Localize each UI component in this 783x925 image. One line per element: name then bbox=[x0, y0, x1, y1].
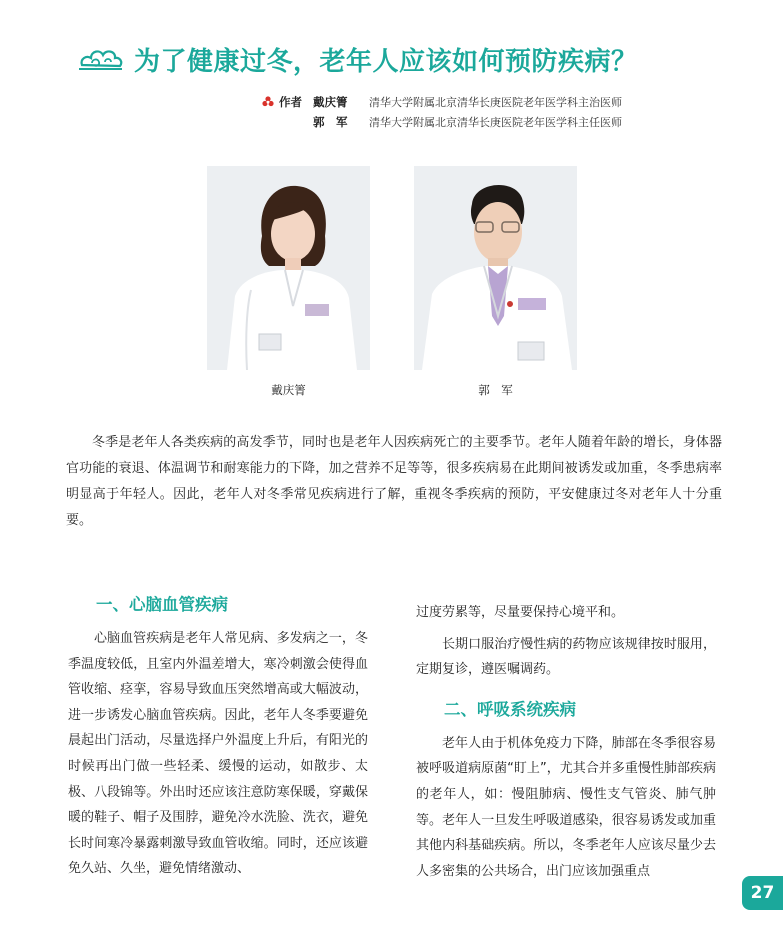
author-prefix: 作者 bbox=[279, 95, 302, 109]
author-row bbox=[262, 112, 682, 132]
author-name: 戴庆箐 bbox=[313, 95, 348, 109]
article-title: 为了健康过冬，老年人应该如何预防疾病？ bbox=[134, 46, 638, 77]
body-paragraph: 心脑血管疾病是老年人常见病、多发病之一，冬季温度较低，且室内外温差增大，寒冷刺激会使得血管收缩、痉挛，容易导致血压突然增高或大幅波动，进一步诱发心脑血管疾病。因此，老年人冬季要避免晨起出门活动，尽量选择户外温度上升后，有阳光的时候再出门做一些轻柔、缓慢的运动，如散步、太极、八段锦等。外出时还应该注意防寒保暖，穿戴保暖的鞋子、帽子及围脖，避免冷水洗脸、洗衣，避免长时间寒冷暴露刺激导致血管收缩。同时，还应该避免久站、久坐，避免情绪激动、 bbox=[68, 631, 368, 877]
author-affiliation: 清华大学附属北京清华长庚医院老年医学科主治医师 bbox=[369, 96, 622, 109]
left-column bbox=[68, 590, 368, 882]
photo-caption: 郭 军 bbox=[478, 383, 513, 397]
author-photo-male-doctor bbox=[414, 166, 577, 370]
auspicious-cloud-icon bbox=[78, 45, 124, 73]
article-title-bar bbox=[78, 36, 718, 82]
section-heading: 二、呼吸系统疾病 bbox=[444, 699, 576, 719]
body-paragraph: 老年人由于机体免疫力下降，肺部在冬季很容易被呼吸道病原菌“盯上”，尤其合并多重慢性肺部疾病的老年人，如：慢阻肺病、慢性支气管炎、肺气肿等。老年人一旦发生呼吸道感染，很容易诱发或加重其他内科基础疾病。所以，冬季老年人应该尽量少去人多密集的公共场合，出门应该加强重点 bbox=[416, 735, 716, 879]
flower-bullet-icon bbox=[262, 96, 274, 108]
author-row bbox=[262, 92, 682, 112]
right-column bbox=[416, 600, 716, 884]
author-photo-female-doctor bbox=[207, 166, 370, 370]
page-number: 27 bbox=[742, 876, 783, 910]
photo-caption: 戴庆箐 bbox=[271, 383, 306, 397]
author-affiliation: 清华大学附属北京清华长庚医院老年医学科主任医师 bbox=[369, 116, 622, 129]
author-name: 郭 军 bbox=[313, 115, 348, 129]
section-heading: 一、心脑血管疾病 bbox=[96, 595, 228, 614]
intro-paragraph: 冬季是老年人各类疾病的高发季节，同时也是老年人因疾病死亡的主要季节。老年人随着年龄的增长，身体器官功能的衰退、体温调节和耐寒能力的下降，加之营养不足等等，很多疾病易在此期间被诱发或加重，冬季患病率明显高于年轻人。因此，老年人对冬季常见疾病进行了解，重视冬季疾病的预防，平安健康过冬对老年人十分重要。 bbox=[66, 435, 722, 528]
author-block bbox=[262, 92, 682, 132]
body-paragraph: 长期口服治疗慢性病的药物应该规律按时服用，定期复诊，遵医嘱调药。 bbox=[416, 636, 716, 678]
body-paragraph: 过度劳累等，尽量要保持心境平和。 bbox=[416, 605, 625, 620]
